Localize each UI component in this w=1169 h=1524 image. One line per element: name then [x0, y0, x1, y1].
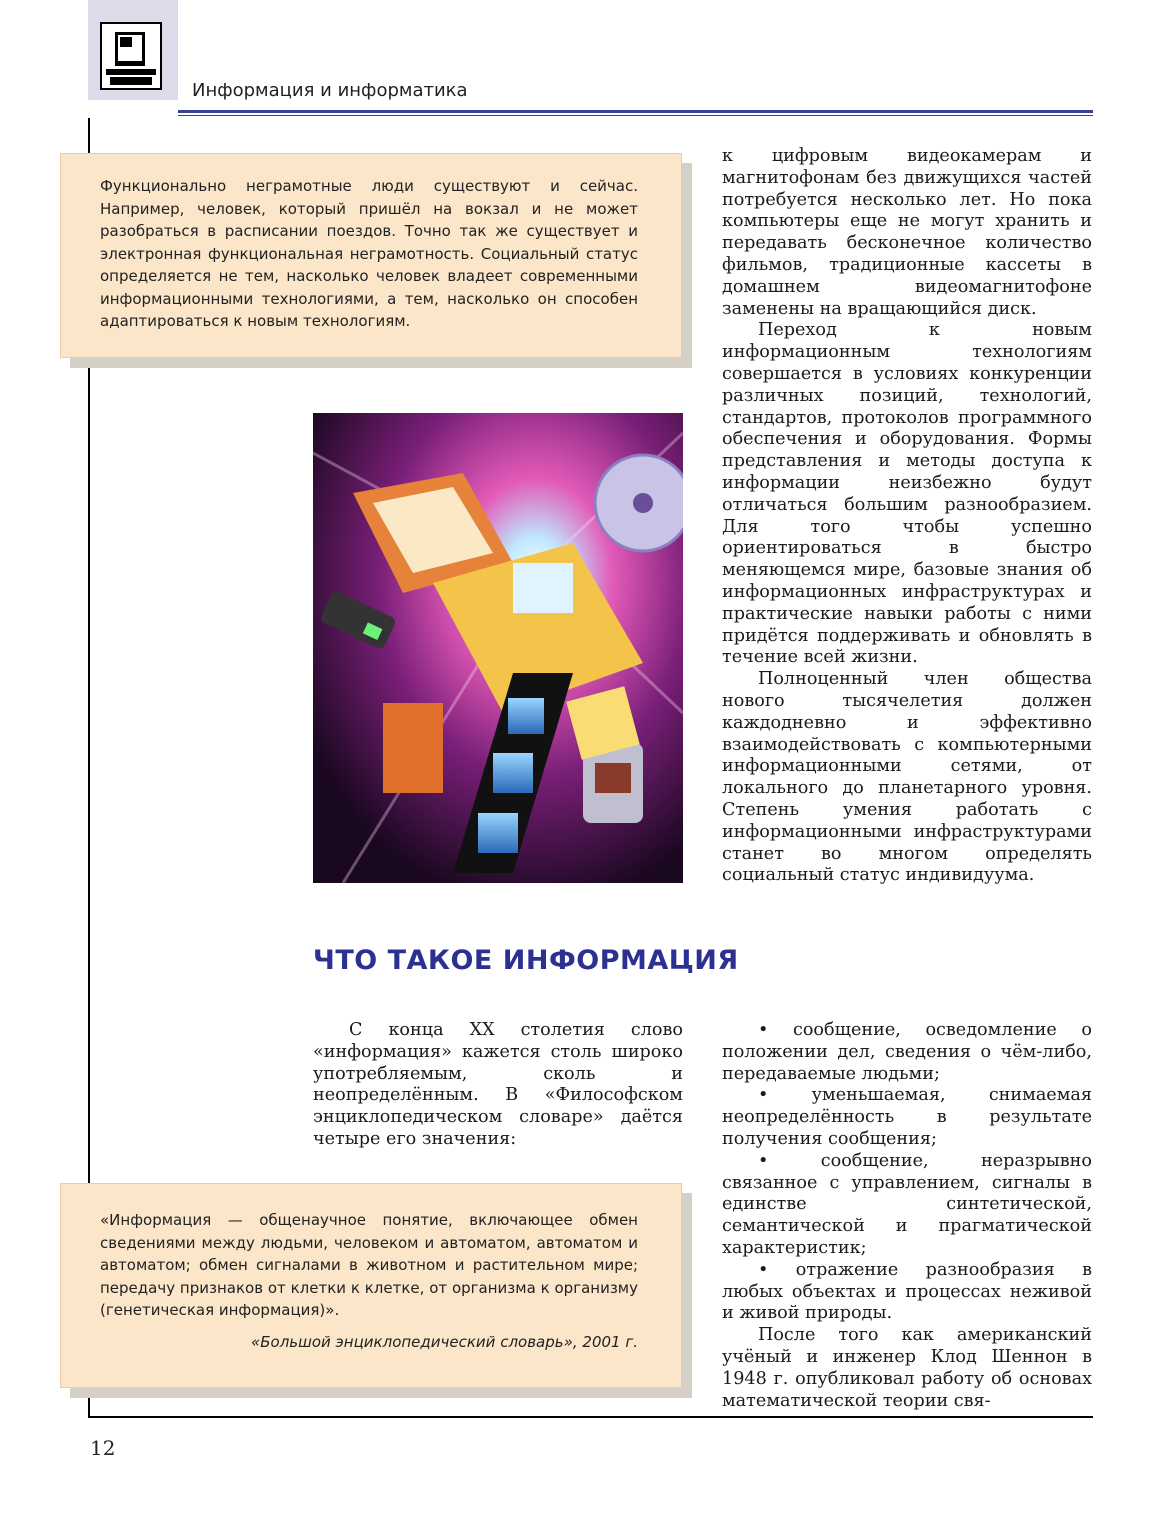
multimedia-illustration — [313, 413, 683, 883]
header-rule — [178, 110, 1093, 113]
note-top-text: Функционально неграмотные люди существуют и сейчас. Например, человек, который пришёл на вокзал и не может разобраться в расписании поездов. Точно так же существует и электронная функциональная неграмотность. Социальный статус определяется не тем, насколько человек владеет современными информационными технологиями, а тем, насколько он способен адаптироваться к новым технологиям. — [100, 177, 638, 330]
frame-bottom-rule — [88, 1416, 1093, 1418]
text-column-right-top — [722, 146, 1092, 887]
paragraph: После того как американский учёный и инженер Клод Шеннон в 1948 г. опубликовал работу об основах математической теории свя- — [722, 1325, 1092, 1411]
list-item: • уменьшаемая, снимаемая неопределённость в результате получения сообщения; — [722, 1085, 1092, 1149]
text-column-left-bottom — [313, 1020, 683, 1151]
note-quote-source: «Большой энциклопедический словарь», 2001 г. — [250, 1333, 638, 1351]
callout-note-bottom — [60, 1183, 682, 1388]
page-number: 12 — [90, 1436, 116, 1460]
callout-note-top — [60, 153, 682, 358]
list-item: • отражение разнообразия в любых объектах и процессах неживой и живой природы. — [722, 1259, 1092, 1324]
paragraph: Полноценный член общества нового тысячелетия должен каждодневно и эффективно взаимодействовать с компьютерными информационными сетями, от локального до планетарного уровня. Степень умения работать с информационными инфраструктурами станет во многом определять социальный статус индивидуума. — [722, 669, 1092, 886]
paragraph: к цифровым видеокамерам и магнитофонам без движущихся частей потребуется несколько лет. Но пока компьютеры еще не могут хранить и передавать бесконечное количество фильмов, традиционные кассеты в домашнем видеомагнитофоне заменены на вращающийся диск. — [722, 146, 1092, 319]
note-quote-text: «Информация — общенаучное понятие, включающее обмен сведениями между людьми, человеком и автоматом, автоматом и автоматом; обмен сигналами в животном и растительном мире; передачу признаков от клетки к клетке, от организма к организму (генетическая информация)». — [100, 1211, 638, 1319]
computer-icon — [100, 22, 162, 90]
paragraph: Переход к новым информационным технологиям совершается в условиях конкуренции различных позиций, технологий, стандартов, протоколов программного обеспечения и оборудования. Формы представления и методы доступа к информации неизбежно будут отличаться большим разнообразием. Для того чтобы успешно ориентироваться в быстро меняющемся мире, базовые знания об информационных инфраструктурах и практические навыки работы с ними придётся поддерживать и обновлять в течение всей жизни. — [722, 320, 1092, 668]
header-rule-thin — [178, 115, 1093, 116]
section-heading: ЧТО ТАКОЕ ИНФОРМАЦИЯ — [313, 945, 739, 976]
paragraph: С конца XX столетия слово «информация» кажется столь широко употребляемым, сколь и неопределённым. В «Философском энциклопедическом словаре» даётся четыре его значения: — [313, 1020, 683, 1149]
list-item: • сообщение, неразрывно связанное с управлением, сигналы в единстве синтетической, семантической и прагматической характеристик; — [722, 1150, 1092, 1258]
list-item: • сообщение, осведомление о положении дел, сведения о чём-либо, передаваемые людьми; — [722, 1020, 1092, 1084]
section-header-title: Информация и информатика — [192, 80, 468, 101]
text-column-right-bottom — [722, 1020, 1092, 1412]
